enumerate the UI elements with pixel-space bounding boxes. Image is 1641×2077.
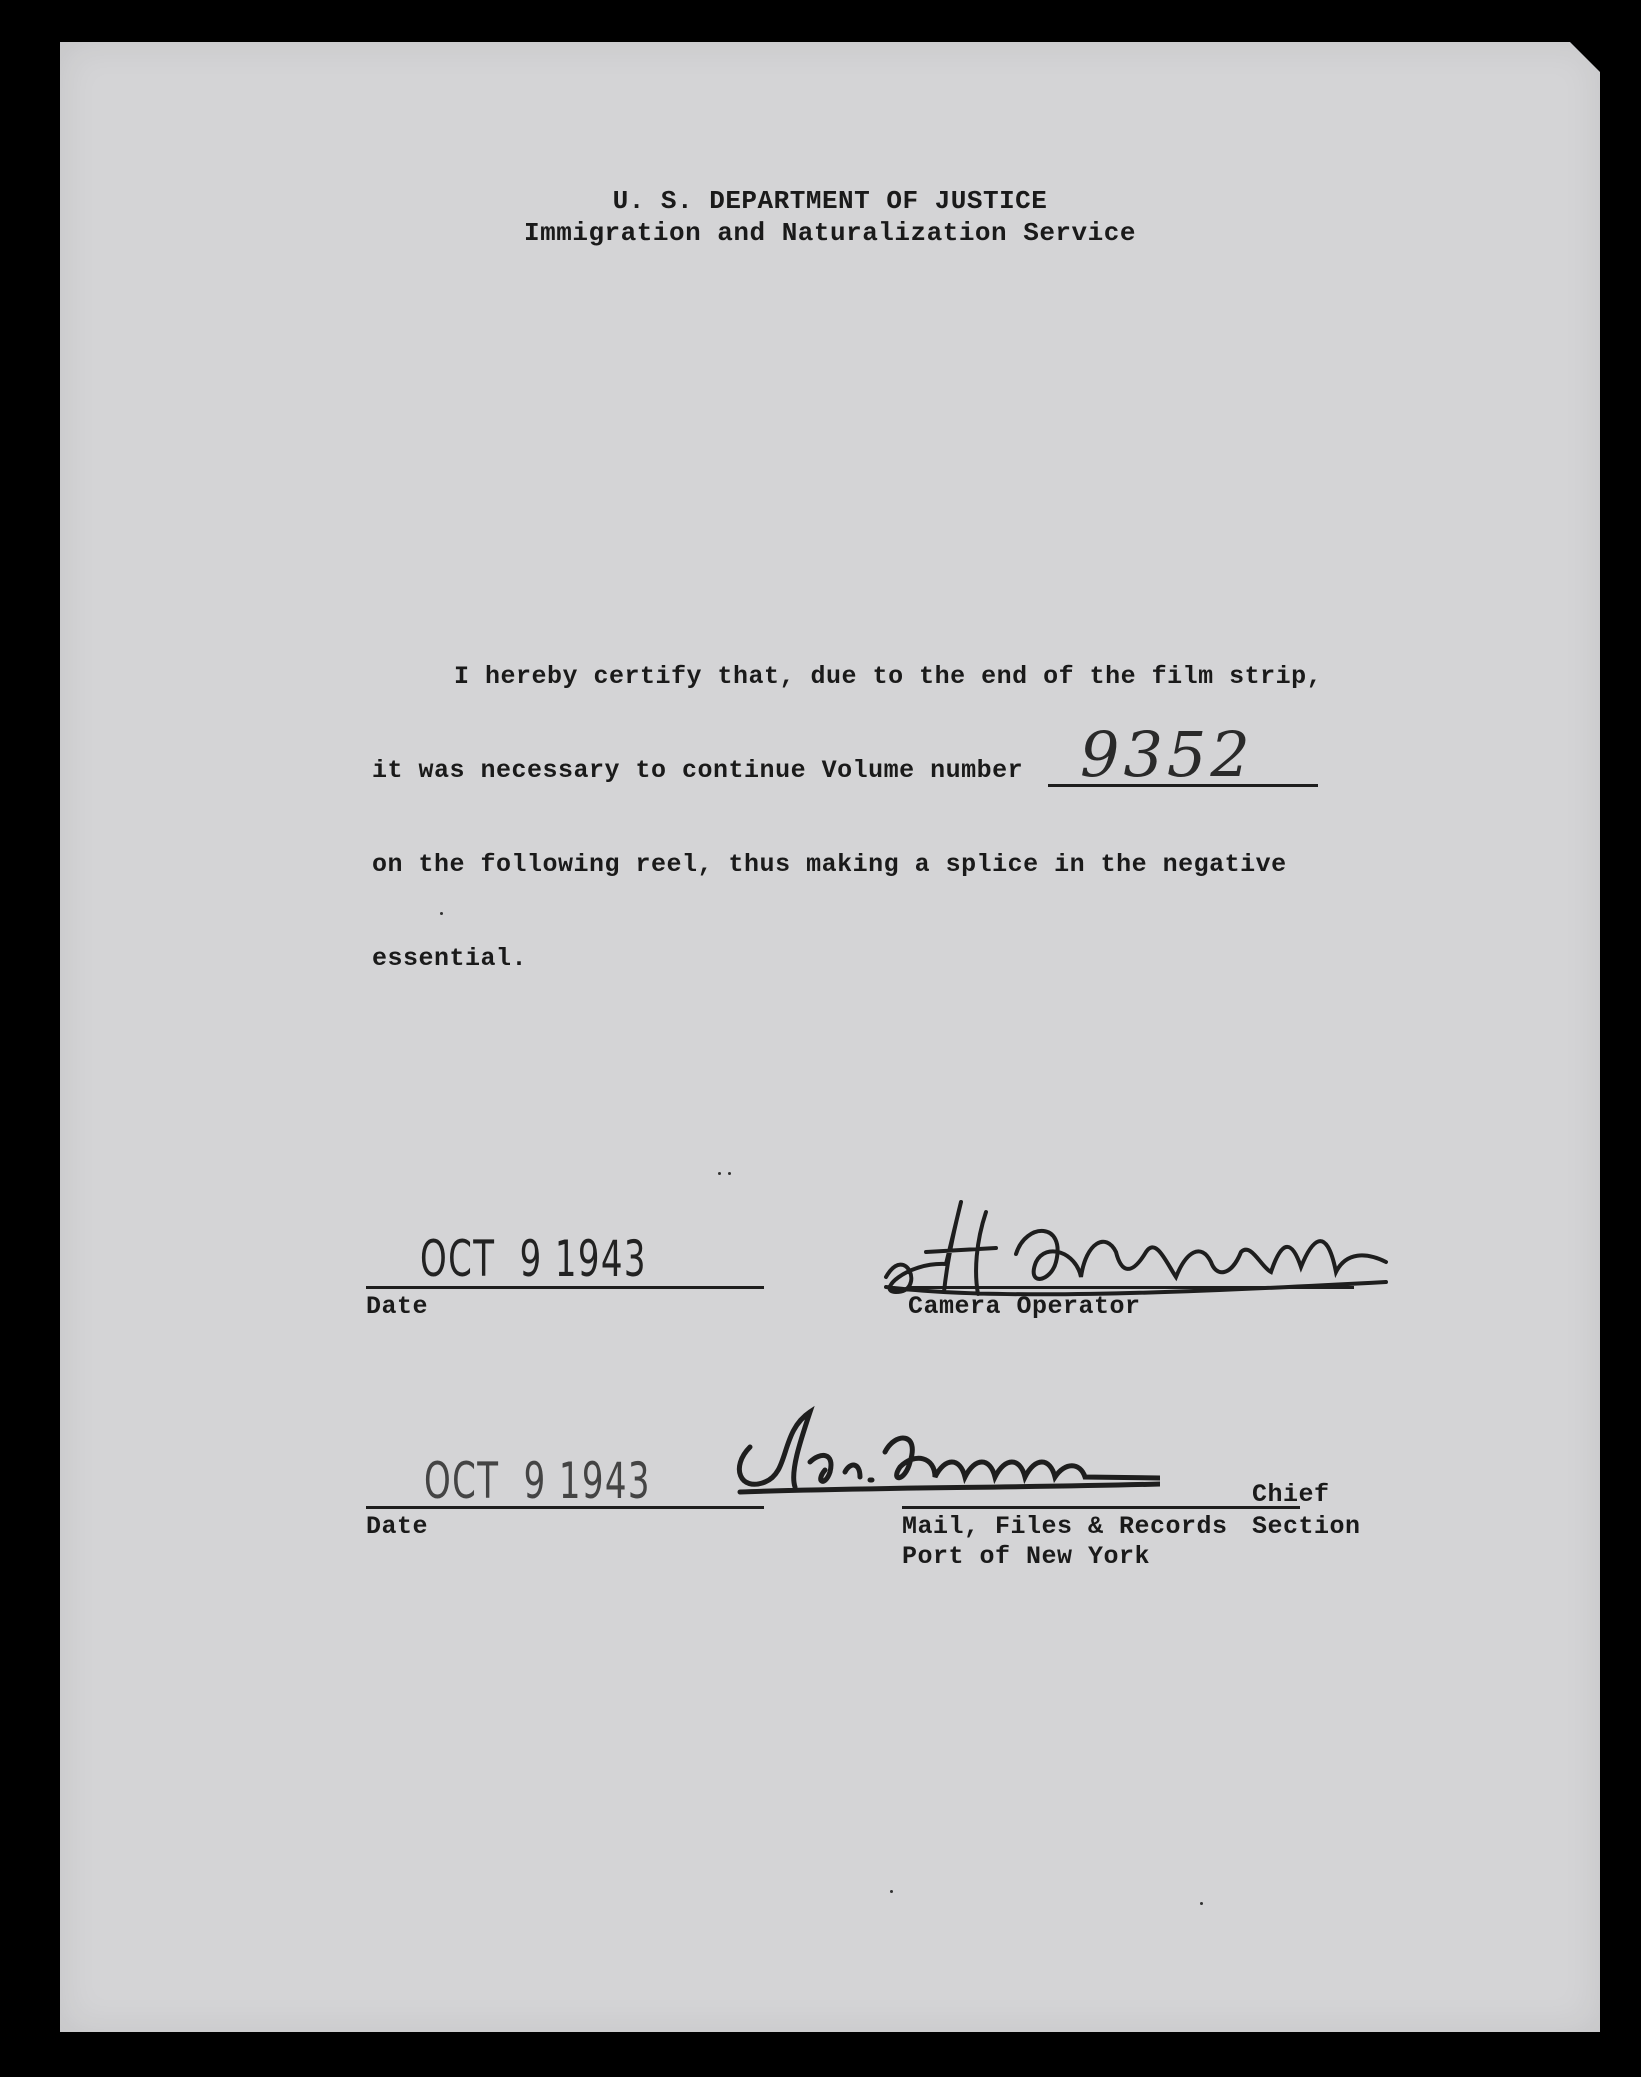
chief-title: Chief [1252, 1480, 1330, 1509]
certification-line-2: it was necessary to continue Volume number [372, 756, 1024, 785]
camera-operator-line [908, 1286, 1354, 1289]
camera-operator-label: Camera Operator [908, 1292, 1141, 1321]
date-label-1: Date [366, 1292, 429, 1321]
chief-signature-line [902, 1506, 1300, 1509]
dust-speck [440, 912, 443, 915]
chief-signature [720, 1392, 1160, 1502]
date-label-2: Date [366, 1512, 429, 1541]
mail-files-records-label: Mail, Files & Records [902, 1512, 1228, 1541]
section-label: Section [1252, 1512, 1361, 1541]
certification-line-4: essential. [372, 944, 528, 973]
dust-speck [1200, 1902, 1203, 1905]
corner-fold [1570, 42, 1600, 72]
date-line-2 [366, 1506, 764, 1509]
paper-sheet [60, 42, 1600, 2032]
certification-line-3: on the following reel, thus making a splice in the negative [372, 850, 1287, 879]
port-label: Port of New York [902, 1542, 1151, 1571]
certification-line-1: I hereby certify that, due to the end of the film strip, [454, 662, 1323, 691]
date-stamp-2: OCT 9 1943 [424, 1452, 651, 1510]
service-heading: Immigration and Naturalization Service [524, 218, 1136, 248]
dust-speck [890, 1890, 893, 1893]
dust-speck [718, 1172, 721, 1175]
agency-heading: U. S. DEPARTMENT OF JUSTICE [612, 186, 1048, 216]
date-stamp-1: OCT 9 1943 [420, 1230, 647, 1288]
dust-speck [728, 1172, 731, 1175]
volume-number-handwritten: 9352 [1080, 718, 1254, 791]
date-line-1 [366, 1286, 764, 1289]
